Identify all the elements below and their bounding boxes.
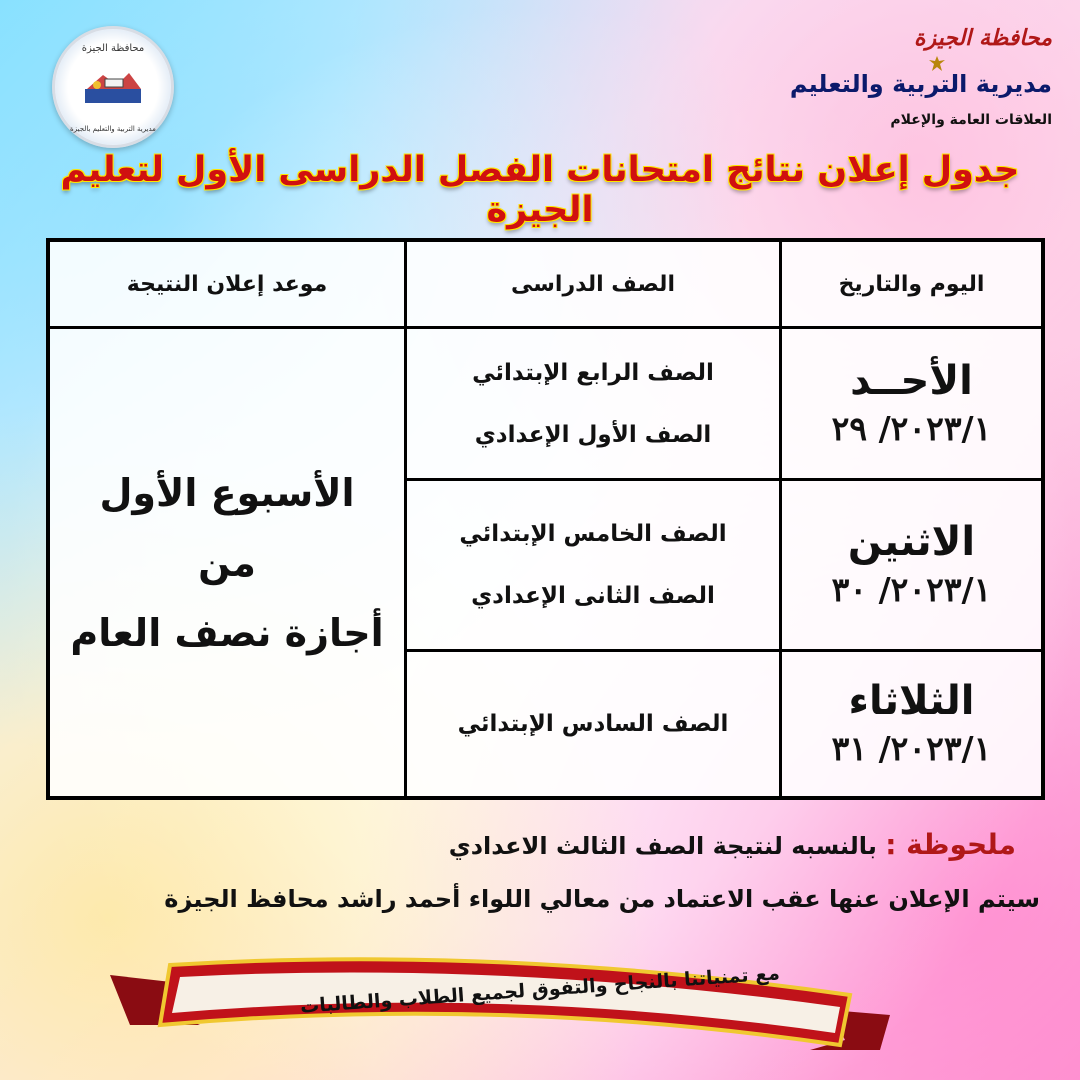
day-name: الاثنين: [847, 519, 976, 565]
result-line: الأسبوع الأول: [99, 470, 355, 515]
header-day-date: اليوم والتاريخ: [838, 271, 985, 297]
grade-line: الصف الخامس الإبتدائي: [459, 521, 727, 547]
note-text-1: بالنسبه لنتيجة الصف الثالث الاعدادي: [448, 832, 877, 860]
grade-line: الصف الرابع الإبتدائي: [472, 359, 714, 386]
grade-line: الصف السادس الإبتدائي: [457, 711, 729, 737]
logo-top-text: محافظة الجيزة: [81, 43, 145, 54]
logo-bottom-text: مديرية التربية والتعليم بالجيزة: [70, 125, 156, 133]
table-row-day: [782, 481, 1041, 649]
directorate-logo: [52, 26, 174, 148]
note-label: ملحوظة :: [885, 828, 1016, 861]
day-date: ٢٠٢٣/١/ ٢٩: [831, 408, 992, 448]
page-title: جدول إعلان نتائج امتحانات الفصل الدراسى الأول لتعليم الجيزة: [60, 150, 1020, 230]
directorate-title: مديرية التربية والتعليم: [789, 70, 1052, 98]
department-title: العلاقات العامة والإعلام: [890, 112, 1052, 128]
table-row-day: [782, 652, 1041, 796]
table-row-day: [782, 329, 1041, 478]
result-announcement-cell: [50, 329, 404, 796]
note-text-2: سيتم الإعلان عنها عقب الاعتماد من معالي اللواء أحمد راشد محافظ الجيزة: [164, 885, 1040, 913]
day-name: الثلاثاء: [848, 678, 975, 724]
table-row-grades: [407, 481, 779, 649]
governorate-title: محافظة الجيزة: [913, 26, 1052, 51]
day-date: ٢٠٢٣/١/ ٣١: [831, 729, 992, 768]
table-row-grades: [407, 652, 779, 796]
ribbon-text: مع تمنياتنا بالنجاح والتفوق لجميع الطلاب والطالبات: [299, 962, 781, 1018]
table-row-grades: [407, 329, 779, 478]
day-date: ٢٠٢٣/١/ ٣٠: [831, 570, 992, 609]
header-grade: الصف الدراسى: [511, 271, 675, 297]
logo-emblem-icon: [83, 65, 143, 107]
grade-line: الصف الثانى الإعدادي: [471, 583, 715, 609]
grade-line: الصف الأول الإعدادي: [474, 421, 712, 448]
results-schedule-table: [46, 238, 1045, 800]
day-name: الأحــد: [850, 357, 973, 404]
result-line: من: [198, 540, 256, 585]
header-result-date: موعد إعلان النتيجة: [126, 271, 328, 297]
result-line: أجازة نصف العام: [70, 610, 384, 655]
note-line-1: [449, 828, 1016, 861]
